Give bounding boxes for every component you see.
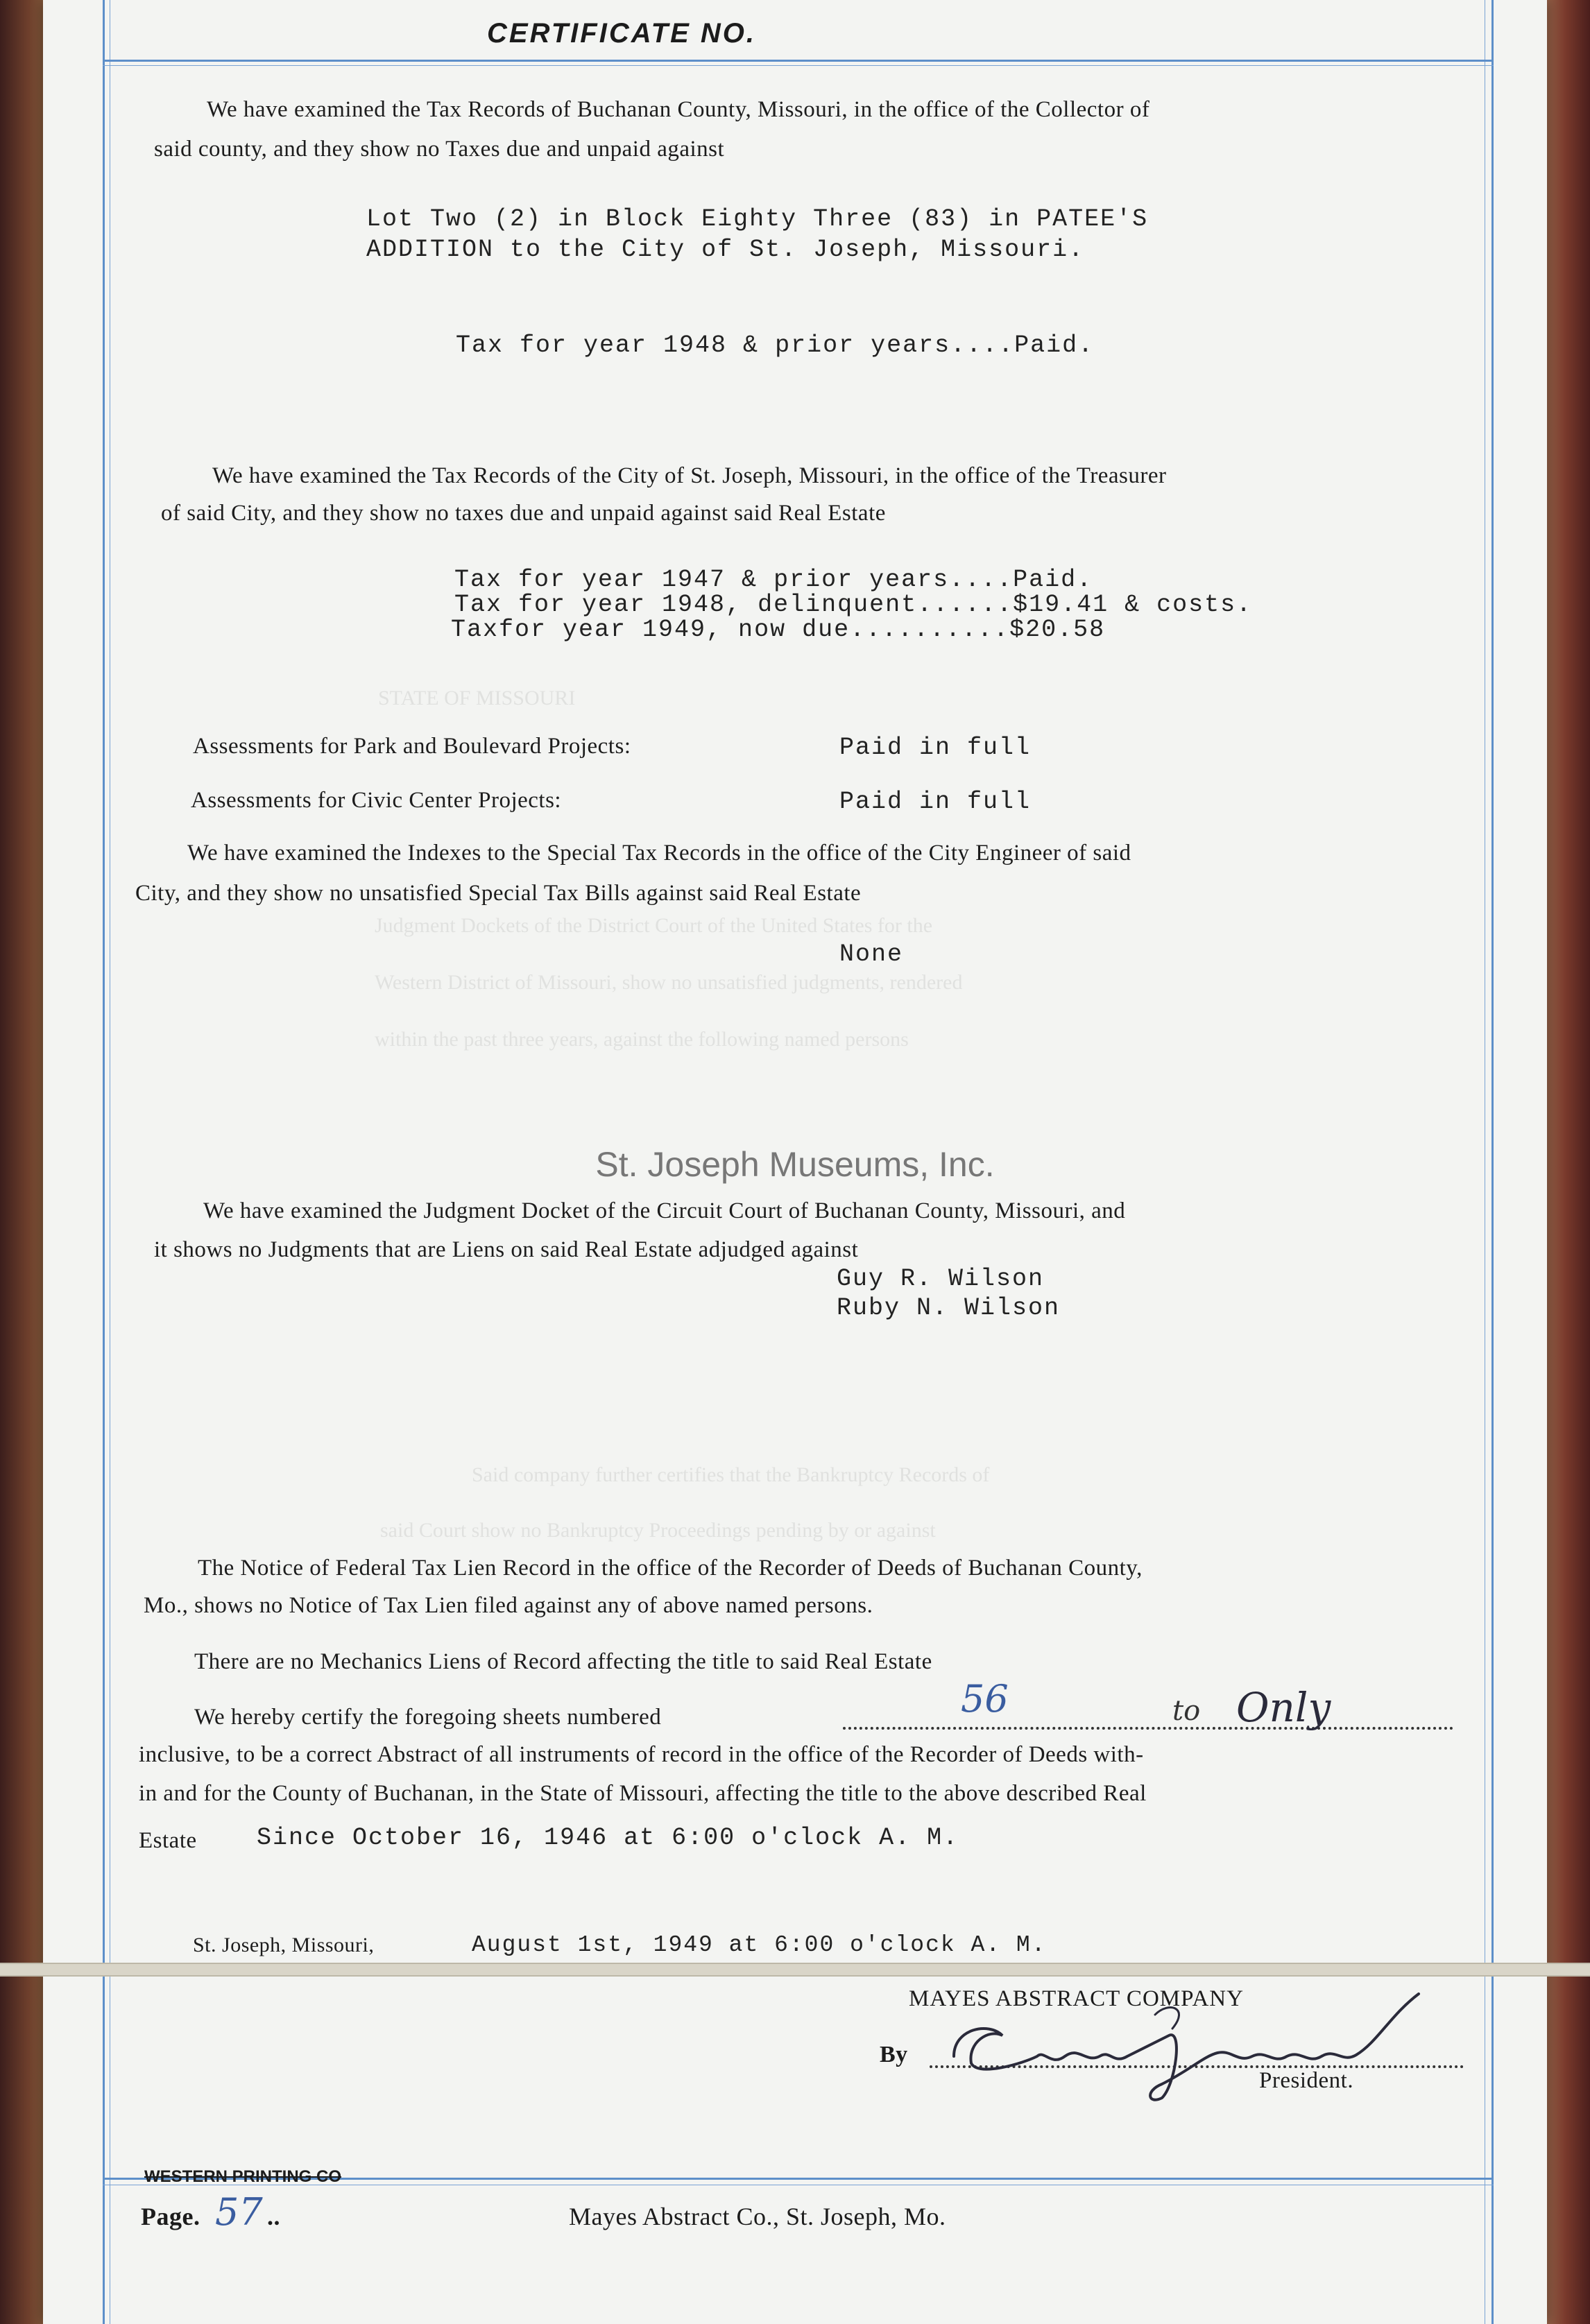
county-tax-intro: said county, and they show no Taxes due and unpaid against <box>154 137 725 162</box>
by-label: By <box>880 2042 908 2067</box>
county-tax-intro: We have examined the Tax Records of Buchanan County, Missouri, in the office of the Collector of <box>207 97 1150 122</box>
park-assessment-value: Paid in full <box>839 734 1032 761</box>
sheet-number-to-word: to <box>1172 1695 1201 1727</box>
header-rule <box>103 60 1494 62</box>
museum-watermark: St. Joseph Museums, Inc. <box>595 1145 995 1184</box>
header-rule-inner <box>103 65 1494 66</box>
judgment-name: Guy R. Wilson <box>837 1265 1045 1293</box>
certification-text: in and for the County of Buchanan, in the State of Missouri, affecting the title to the above described Real <box>139 1781 1147 1806</box>
show-through-text: Western District of Missouri, show no unsatisfied judgments, rendered <box>375 971 963 994</box>
special-tax-statement: City, and they show no unsatisfied Special Tax Bills against said Real Estate <box>135 881 862 906</box>
property-description: ADDITION to the City of St. Joseph, Missouri. <box>366 236 1085 264</box>
federal-lien-statement: The Notice of Federal Tax Lien Record in the office of the Recorder of Deeds of Buchanan County, <box>198 1556 1143 1581</box>
federal-lien-statement: Mo., shows no Notice of Tax Lien filed against any of above named persons. <box>144 1593 873 1618</box>
footer-company-address: Mayes Abstract Co., St. Joseph, Mo. <box>569 2203 946 2230</box>
city-tax-intro: of said City, and they show no taxes due and unpaid against said Real Estate <box>161 501 886 526</box>
signature-stroke <box>1155 2008 1179 2029</box>
property-description: Lot Two (2) in Block Eighty Three (83) in PATEE'S <box>366 205 1149 233</box>
mechanics-liens-statement: There are no Mechanics Liens of Record affecting the title to said Real Estate <box>194 1649 932 1674</box>
rubber-band <box>0 1963 1590 1977</box>
city-tax-intro: We have examined the Tax Records of the City of St. Joseph, Missouri, in the office of the Treasurer <box>212 463 1167 488</box>
judgment-statement: We have examined the Judgment Docket of the Circuit Court of Buchanan County, Missouri, and <box>203 1198 1126 1223</box>
special-tax-value: None <box>839 940 904 968</box>
show-through-text: STATE OF MISSOURI <box>378 687 576 709</box>
park-assessment-label: Assessments for Park and Boulevard Projects: <box>193 734 631 759</box>
civic-assessment-value: Paid in full <box>839 788 1032 816</box>
show-through-text: Judgment Dockets of the District Court of the United States for the <box>375 914 933 937</box>
signer-title: President. <box>1259 2068 1354 2093</box>
certificate-number-label: CERTIFICATE NO. <box>487 18 756 49</box>
judgment-statement: it shows no Judgments that are Liens on said Real Estate adjudged against <box>154 1237 859 1262</box>
show-through-text: within the past three years, against the following named persons <box>375 1028 909 1051</box>
company-name: MAYES ABSTRACT COMPANY <box>909 1986 1244 2011</box>
special-tax-statement: We have examined the Indexes to the Special Tax Records in the office of the City Engineer of said <box>187 841 1131 866</box>
sheet-number-dotted-line <box>843 1727 1453 1730</box>
page-number-suffix: .. <box>267 2203 280 2230</box>
city-tax-line: Taxfor year 1949, now due..........$20.58 <box>451 616 1106 644</box>
dateline-place: St. Joseph, Missouri, <box>193 1934 375 1956</box>
show-through-text: said Court show no Bankruptcy Proceedings pending by or against <box>380 1519 936 1542</box>
county-tax-status: Tax for year 1948 & prior years....Paid. <box>456 332 1095 359</box>
judgment-name: Ruby N. Wilson <box>837 1294 1061 1322</box>
certification-since-date: Since October 16, 1946 at 6:00 o'clock A. M. <box>257 1824 959 1852</box>
certification-text: We hereby certify the foregoing sheets numbered <box>194 1705 662 1730</box>
show-through-text: Said company further certifies that the Bankruptcy Records of <box>472 1463 990 1486</box>
printer-imprint: WESTERN PRINTING CO <box>144 2167 342 2186</box>
page-number: 57 <box>215 2190 263 2234</box>
sheet-number-from: 56 <box>961 1677 1009 1721</box>
civic-assessment-label: Assessments for Civic Center Projects: <box>191 788 562 813</box>
certification-text: inclusive, to be a correct Abstract of all instruments of record in the office of the Recorder of Deeds with- <box>139 1742 1144 1767</box>
sheet-number-to: Only <box>1236 1684 1331 1731</box>
page-label: Page. <box>141 2203 200 2230</box>
certification-text: Estate <box>139 1828 197 1853</box>
city-tax-line: Tax for year 1948, delinquent......$19.41 & costs. <box>454 591 1253 619</box>
dateline-date: August 1st, 1949 at 6:00 o'clock A. M. <box>472 1932 1047 1958</box>
city-tax-line: Tax for year 1947 & prior years....Paid. <box>454 566 1093 594</box>
